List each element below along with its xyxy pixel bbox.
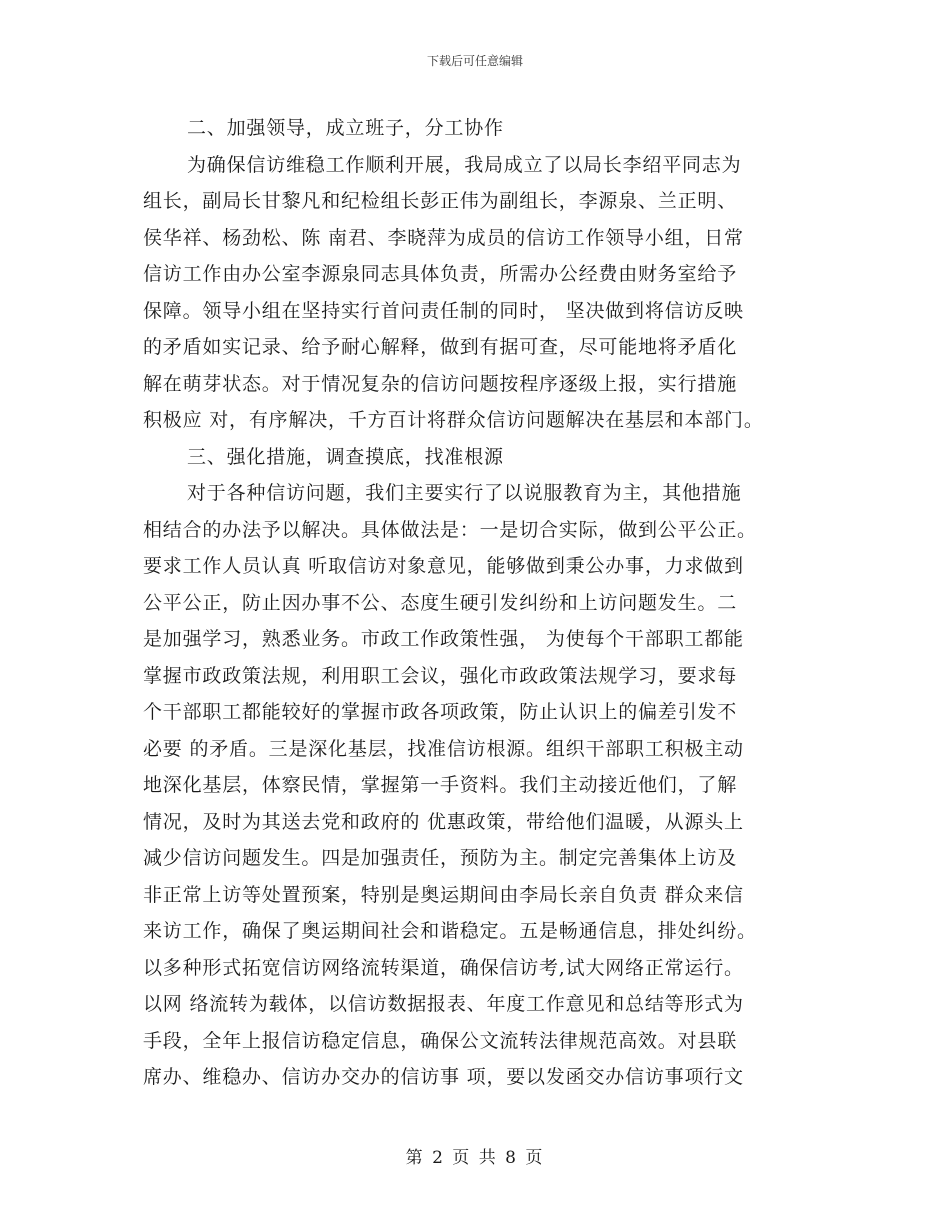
text-line: 手段，全年上报信访稳定信息，确保公文流转法律规范高效。对县联 xyxy=(143,1029,738,1052)
text-line: 非正常上访等处置预案，特别是奥运期间由李局长亲自负责 群众来信 xyxy=(143,883,744,906)
text-line: 三、强化措施，调查摸底，找准根源 xyxy=(187,445,504,468)
text-line: 解在萌芽状态。对于情况复杂的信访问题按程序逐级上报，实行措施 xyxy=(143,372,738,395)
text-line: 减少信访问题发生。四是加强责任，预防为主。制定完善集体上访及 xyxy=(143,847,738,869)
document-body xyxy=(143,110,823,1096)
text-line: 组长，副局长甘黎凡和纪检组长彭正伟为副组长，李源泉、兰正明、 xyxy=(143,190,738,212)
text-line: 的矛盾如实记录、给予耐心解释，做到有据可查，尽可能地将矛盾化 xyxy=(143,336,738,358)
text-line: 是加强学习，熟悉业务。市政工作政策性强， 为使每个干部职工都能 xyxy=(143,628,744,650)
text-line: 来访工作，确保了奥运期间社会和谐稳定。五是畅通信息，排处纠纷。 xyxy=(143,920,757,942)
text-line: 情况，及时为其送去党和政府的 优惠政策，带给他们温暖，从源头上 xyxy=(143,810,744,833)
text-line: 个干部职工都能较好的掌握市政各项政策，防止认识上的偏差引发不 xyxy=(143,701,738,723)
text-line: 地深化基层，体察民情，掌握第一手资料。我们主动接近他们，了解 xyxy=(143,774,738,796)
text-line: 二、加强领导，成立班子，分工协作 xyxy=(187,117,504,139)
text-line: 公平公正，防止因办事不公、态度生硬引发纠纷和上访问题发生。二 xyxy=(143,591,738,614)
text-line: 必要 的矛盾。三是深化基层，找准信访根源。组织干部职工积极主动 xyxy=(143,737,744,760)
text-line: 侯华祥、杨劲松、陈 南君、李晓萍为成员的信访工作领导小组，日常 xyxy=(143,226,744,249)
text-line: 保障。领导小组在坚持实行首问责任制的同时， 坚决做到将信访反映 xyxy=(143,299,744,322)
text-line: 以网 络流转为载体，以信访数据报表、年度工作意见和总结等形式为 xyxy=(143,993,744,1015)
text-line: 对于各种信访问题，我们主要实行了以说服教育为主，其他措施 xyxy=(187,482,742,504)
text-line: 信访工作由办公室李源泉同志具体负责，所需办公经费由财务室给予 xyxy=(143,263,738,285)
text-line: 积极应 对，有序解决，千方百计将群众信访问题解决在基层和本部门。 xyxy=(143,409,764,431)
page-header: 下载后可任意编辑 xyxy=(426,54,523,68)
text-line: 要求工作人员认真 听取信访对象意见，能够做到秉公办事，力求做到 xyxy=(143,555,744,577)
text-line: 席办、维稳办、信访办交办的信访事 项，要以发函交办信访事项行文 xyxy=(143,1066,744,1088)
text-line: 以多种形式拓宽信访网络流转渠道，确保信访考,试大网络正常运行。 xyxy=(143,956,744,979)
text-line: 为确保信访维稳工作顺利开展，我局成立了以局长李绍平同志为 xyxy=(187,153,742,176)
text-line: 相结合的办法予以解决。具体做法是：一是切合实际，做到公平公正。 xyxy=(143,518,757,541)
text-line: 掌握市政政策法规，利用职工会议，强化市政政策法规学习，要求每 xyxy=(143,664,738,687)
page-number-footer: 第 2 页 共 8 页 xyxy=(405,1148,545,1168)
